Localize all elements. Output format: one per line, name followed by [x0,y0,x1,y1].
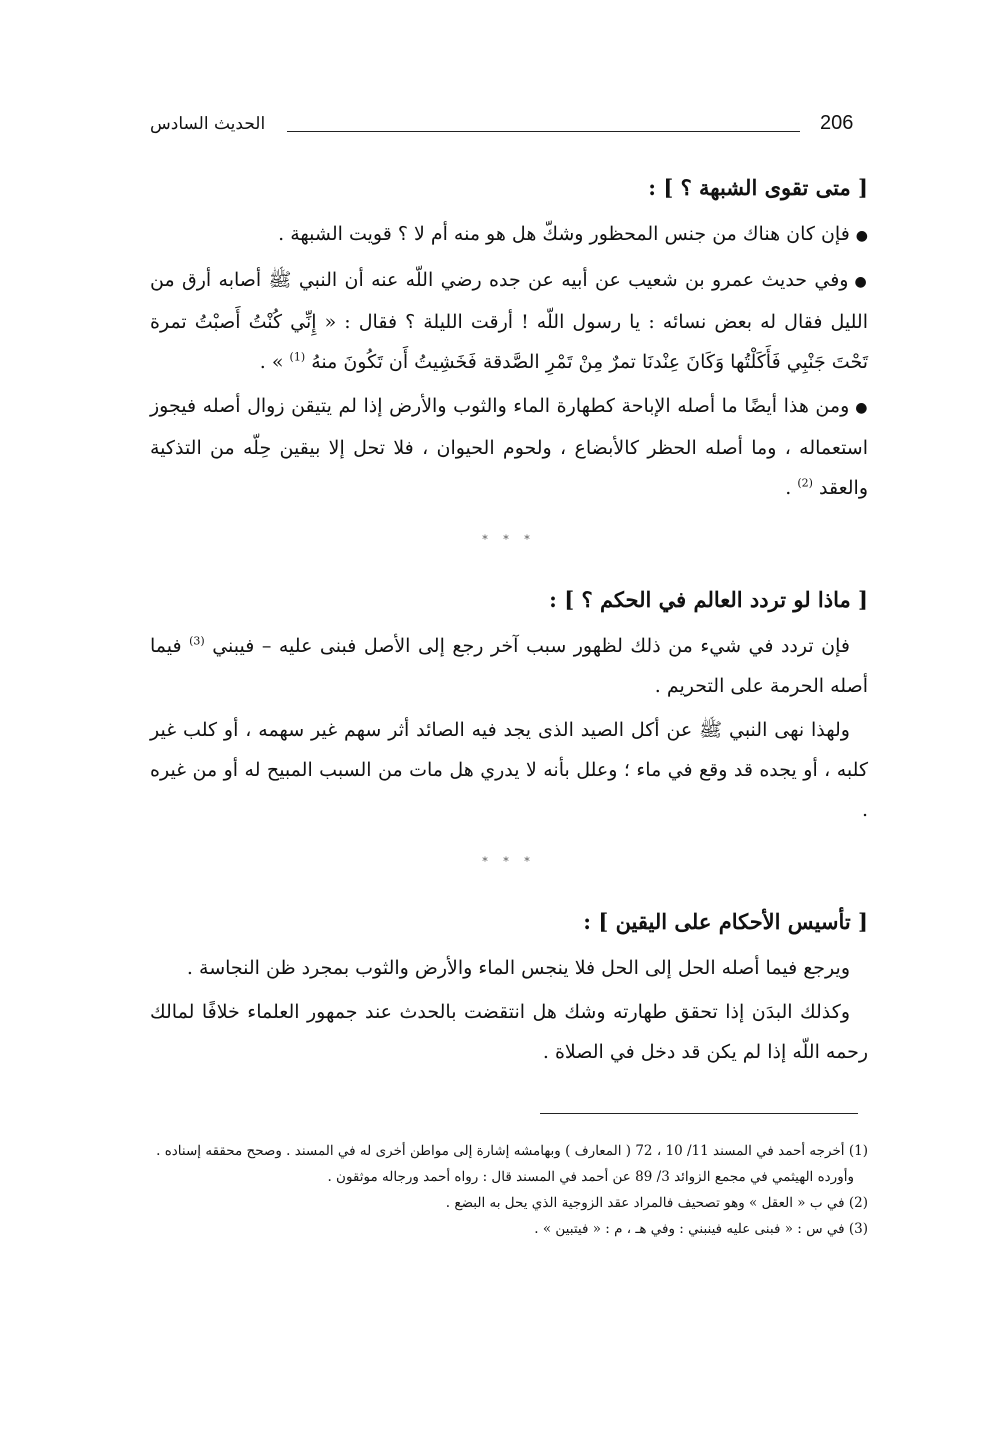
paragraph-text: . [785,477,792,499]
paragraph-text: ومن هذا أيضًا ما أصله الإباحة كطهارة الماء والثوب والأرض إذا لم يتيقن زوال أصله فيجوز استعماله ، وما أصله الحظر كالأبضاع ، ولحوم الحيوان ، فلا تحل إلا بيقين حِلّه من التذكية والعقد [150,395,868,499]
paragraph: وكذلك البدَن إذا تحقق طهارته وشك هل انتقضت بالحدث عند جمهور العلماء خلافًا لمالك رحمه اللّه إذا لم يكن قد دخل في الصلاة . [150,1001,868,1063]
paragraph [150,626,868,706]
page-body [150,168,868,1076]
paragraph-text: فإن كان هناك من جنس المحظور وشكّ هل هو منه أم لا ؟ قويت الشبهة . [278,223,850,245]
paragraph-text: » . [259,351,284,373]
bullet-icon: ● [855,400,868,416]
section-heading: [ ماذا لو تردد العالم في الحكم ؟ ] : [549,587,868,612]
bullet-paragraph [150,260,868,382]
footnote: وأورده الهيثمي في مجمع الزوائد 3/ 89 عن أحمد في المسند قال : رواه أحمد ورجاله موثقون . [327,1169,854,1185]
bullet-paragraph [150,386,868,508]
paragraph-text: وفي حديث عمرو بن شعيب عن أبيه عن جده رضي اللّه عنه أن النبي ﷺ أصابه أرق من الليل فقال له بعض نسائه : يا رسول اللّه ! أرقت الليلة ؟ فقال : « إِنِّي كُنْتُ أَصبْتُ تمرة تَحْتَ جَنْبِي فَأَكَلْتُها وَكَانَ عِنْدنَا تمرٌ مِنْ تَمْرِ الصَّدقة فَخَشِيتُ أَن تَكُونَ منهُ [150,269,868,373]
section-heading: [ متى تقوى الشبهة ؟ ] : [648,175,868,200]
running-title: الحديث السادس [150,114,266,134]
paragraph: ويرجع فيما أصله الحل إلى الحل فلا ينجس الماء والأرض والثوب بمجرد ظن النجاسة . [186,957,850,979]
footnote: (2) في ب « العقل » وهو تصحيف فالمراد عقد الزوجية الذي يحل به البضع . [445,1195,868,1211]
footnote: (3) في س : « فبنى عليه فينبني : وفي هـ ، م : « فيتبين » . [534,1221,868,1237]
section-heading: [ تأسيس الأحكام على اليقين ] : [583,909,868,934]
section-separator: * * * [482,533,536,546]
bullet-paragraph [150,214,868,256]
footnote-ref: (3) [189,634,205,648]
page-number: 206 [820,112,854,134]
footnotes [150,1138,868,1242]
footnote: (1) أخرجه أحمد في المسند 11/ 10 ، 72 ( المعارف ) وبهامشه إشارة إلى مواطن أخرى له في المسند . وصحح محققه إسناده . [156,1143,868,1159]
header-rule [287,131,800,132]
paragraph-text: فيما أصله الحرمة على التحريم . [150,635,868,697]
page-header [150,108,868,144]
bullet-icon: ● [855,228,868,244]
section-separator: * * * [482,855,536,868]
footnote-divider [540,1113,858,1114]
paragraph-text: فإن تردد في شيء من ذلك لظهور سبب آخر رجع إلى الأصل فبنى عليه – فيبني [212,635,850,657]
paragraph: ولهذا نهى النبي ﷺ عن أكل الصيد الذى يجد فيه الصائد أثر سهم غير سهمه ، أو كلب غير كلبه ، أو يجده قد وقع في ماء ؛ وعلل بأنه لا يدري هل مات من السبب المبيح له أو من غيره . [150,719,868,821]
bullet-icon: ● [854,274,868,290]
footnote-ref: (1) [289,350,306,364]
footnote-ref: (2) [797,476,813,490]
